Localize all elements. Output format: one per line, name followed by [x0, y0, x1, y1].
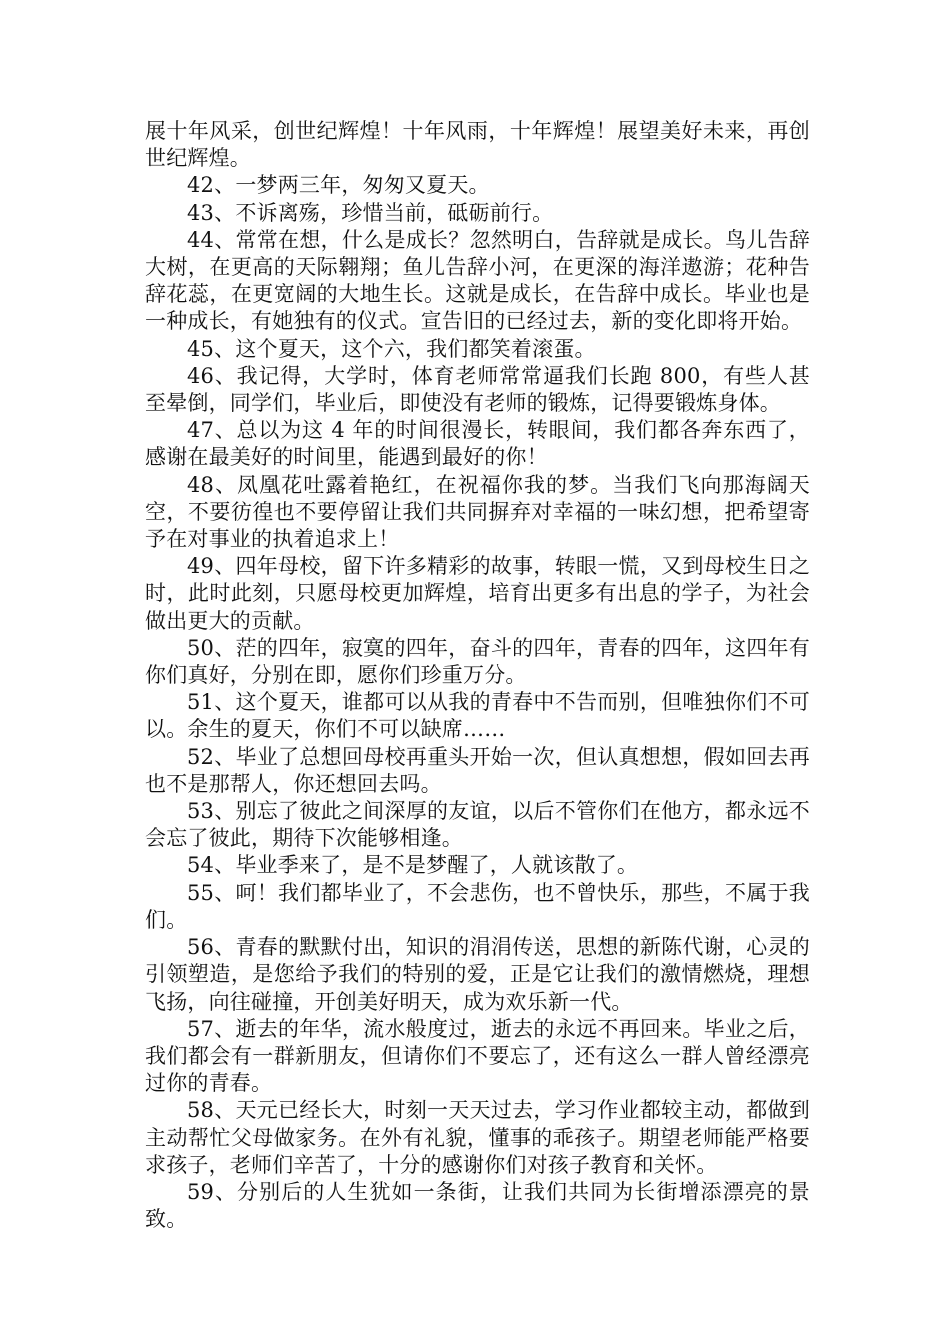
paragraph-59: 59、分别后的人生犹如一条街，让我们共同为长街增添漂亮的景致。 [145, 1179, 810, 1232]
paragraph-54: 54、毕业季来了，是不是梦醒了，人就该散了。 [187, 853, 639, 878]
paragraph-48: 48、凤凰花吐露着艳红，在祝福你我的梦。当我们飞向那海阔天空，不要彷徨也不要停留让我们共同摒弃对幸福的一味幻想，把希望寄予在对事业的执着追求上！ [145, 472, 810, 552]
paragraph-47: 47、总以为这 4 年的时间很漫长，转眼间，我们都各奔东西了，感谢在最美好的时间里，能遇到最好的你！ [145, 418, 810, 470]
paragraph-45: 45、这个夏天，这个六，我们都笑着滚蛋。 [187, 336, 596, 361]
paragraph-55: 55、呵！我们都毕业了，不会悲伤，也不曾快乐，那些，不属于我们。 [145, 880, 810, 932]
paragraph-continuation: 展十年风采，创世纪辉煌！十年风雨，十年辉煌！展望美好未来，再创世纪辉煌。 [145, 119, 810, 171]
paragraph-56: 56、青春的默默付出，知识的涓涓传送，思想的新陈代谢，心灵的引领塑造，是您给予我们的特别的爱，正是它让我们的激情燃烧，理想飞扬，向往碰撞，开创美好明天，成为欢乐新一代。 [145, 935, 810, 1014]
paragraph-46: 46、我记得，大学时，体育老师常常逼我们长跑 800，有些人甚至晕倒，同学们，毕业后，即使没有老师的锻炼，记得要锻炼身体。 [145, 363, 810, 416]
paragraph-42: 42、一梦两三年，匆匆又夏天。 [187, 173, 490, 198]
paragraph-57: 57、逝去的年华，流水般度过，逝去的永远不再回来。毕业之后，我们都会有一群新朋友，但请你们不要忘了，还有这么一群人曾经漂亮过你的青春。 [145, 1016, 810, 1096]
paragraph-49: 49、四年母校，留下许多精彩的故事，转眼一慌，又到母校生日之时，此时此刻，只愿母校更加辉煌，培育出更多有出息的学子，为社会做出更大的贡献。 [145, 554, 810, 633]
paragraph-44: 44、常常在想，什么是成长？忽然明白，告辞就是成长。鸟儿告辞大树，在更高的天际翱翔；鱼儿告辞小河，在更深的海洋遨游；花种告辞花蕊，在更宽阔的大地生长。这就是成长，在告辞中成长。毕业也是一种成长，有她独有的仪式。宣告旧的已经过去，新的变化即将开始。 [145, 227, 810, 334]
document-body [145, 118, 810, 1233]
paragraph-58: 58、天元已经长大，时刻一天天过去，学习作业都较主动，都做到主动帮忙父母做家务。在外有礼貌，懂事的乖孩子。期望老师能严格要求孩子，老师们辛苦了，十分的感谢你们对孩子教育和关怀。 [145, 1098, 810, 1177]
paragraph-43: 43、不诉离殇，珍惜当前，砥砺前行。 [187, 200, 554, 225]
paragraph-53: 53、别忘了彼此之间深厚的友谊，以后不管你们在他方，都永远不会忘了彼此，期待下次能够相逢。 [145, 799, 810, 851]
paragraph-52: 52、毕业了总想回母校再重头开始一次，但认真想想，假如回去再也不是那帮人，你还想回去吗。 [145, 744, 810, 796]
paragraph-51: 51、这个夏天，谁都可以从我的青春中不告而别，但唯独你们不可以。余生的夏天，你们不可以缺席…… [145, 690, 810, 742]
paragraph-50: 50、茫的四年，寂寞的四年，奋斗的四年，青春的四年，这四年有你们真好，分别在即，愿你们珍重万分。 [145, 635, 810, 688]
